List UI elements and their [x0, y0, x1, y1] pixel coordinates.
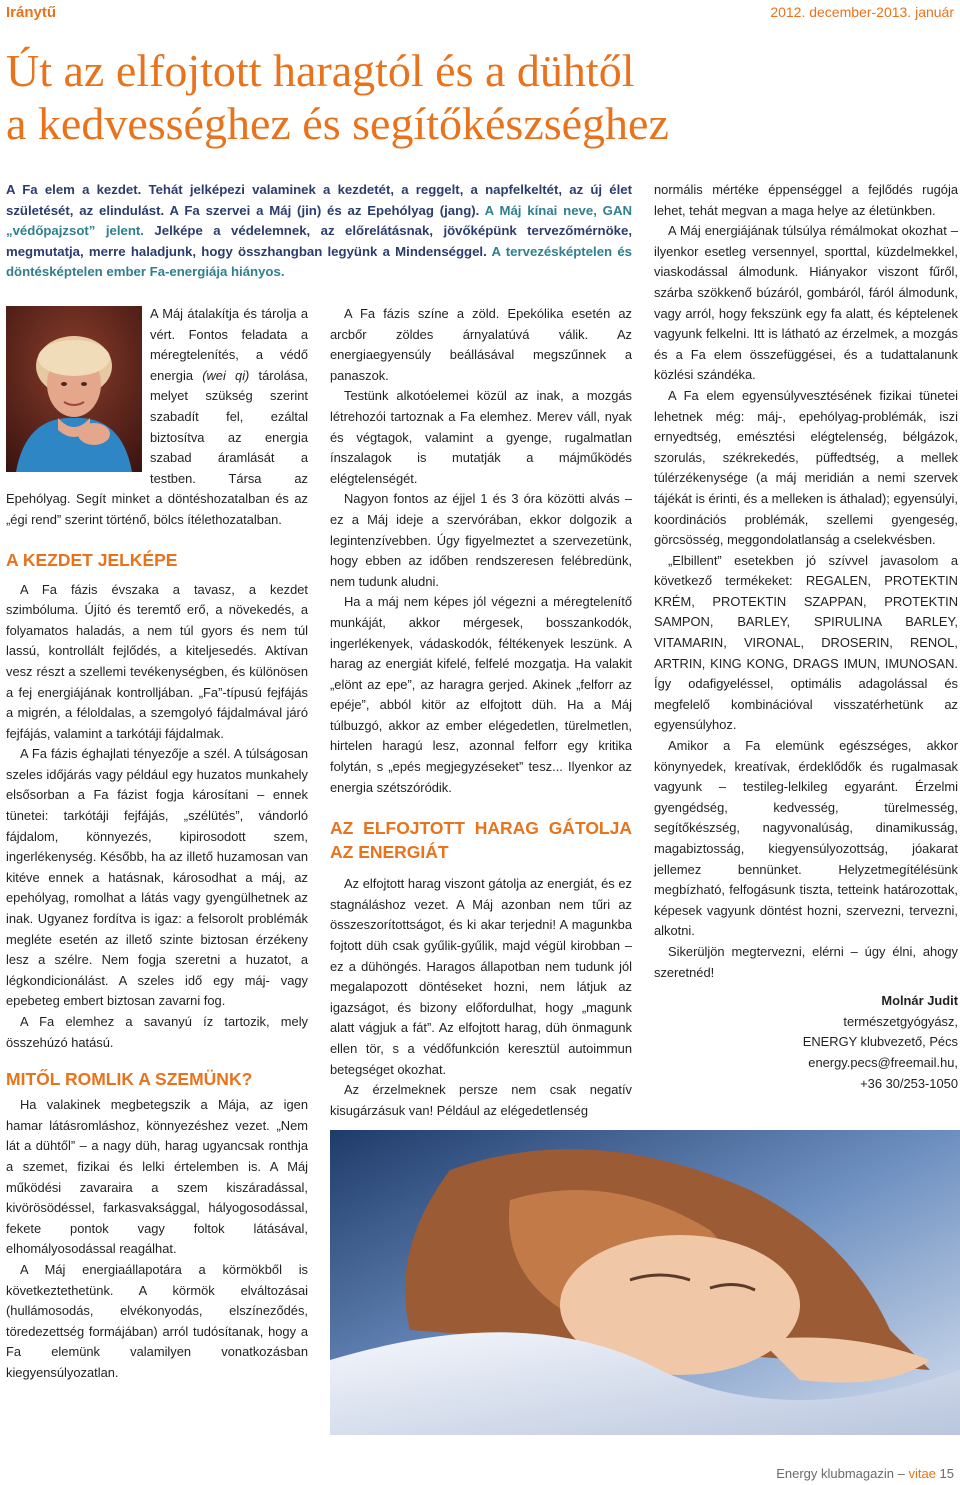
intro-text-b: tárolása, melyet szükség szerint szabadít fel, ezáltal biztosítva az energia szabad áramlását a testben. Társa az Epehólyag. Segít minket a döntéshozatalban és az „égi rend” szerint történő, bölcs ítélethozatalban.	[6, 367, 308, 527]
issue-date: 2012. december-2013. január	[770, 4, 954, 20]
footer-magazine: Energy klubmagazin –	[776, 1466, 909, 1481]
lead-sentence-2: A Máj kínai neve, GAN „védőpajzsot” jelent.	[6, 202, 632, 238]
column-3	[654, 180, 958, 1094]
col2-paragraph-5: Az elfojtott harag viszont gátolja az energiát, és ez stagnáláshoz vezet. A Máj azonban nem tűri az összeszorítottságot, és ki akar terjedni! A magunkba fojtott düh csak gyűlik-gyűlik, majd végül kirobban – ez a dühöngés. Haragos állapotban nem tudunk jól megalapozott döntéseket hozni, nem látjuk az igazságot, és bizony előfordulhat, hogy „magunk alatt vágjuk a fát”. Az elfojtott harag, düh önmagunk ellen tör, s a védőfunkción keresztül autoimmun betegséget okozhat.	[330, 876, 632, 1077]
lead-sentence-4: A tervezésképtelen és döntésképtelen ember Fa-energiája hiányos.	[6, 243, 632, 279]
col1-paragraph-5: A Máj energiaállapotára a körmökből is következtethetünk. A körmök elváltozásai (hullámosodás, elvékonyodás, elszíneződés, töredezettség formájában) arról tudósítanak, hogy a Fa elemünk valamilyen vonatkozásban kiegyensúlyozatlan.	[6, 1261, 308, 1380]
title-line-2: a kedvességhez és segítőkészséghez	[6, 98, 669, 149]
footer-page-number: 15	[935, 1466, 954, 1481]
page-footer	[776, 1466, 954, 1481]
article-title	[6, 44, 956, 150]
author-role: természetgyógyász,	[843, 1013, 958, 1029]
intro-paragraph	[6, 304, 308, 531]
col1-paragraph-1: A Fa fázis évszaka a tavasz, a kezdet szimbóluma. Újító és teremtő erő, a növekedés, a folyamatos haladás, a nem túl gyors és nem túl lassú, kontrollált fejlődés, a kiteljesedés. Aktívan vesz részt a szellemi tevékenységben, és különösen a fej energiájának kontrolljában. „Fa”-típusú fejfájás a migrén, a féloldalas, a szemgolyó fájdalmával járó fejfájás, valamint a tarkótáji fájdalmak.	[6, 581, 308, 741]
col3-paragraph-2: A Fa elem egyensúlyvesztésének fizikai tünetei lehetnek még: máj-, epehólyag-problémák, iszi ernyedtség, emésztési elégtelenség, bélgázok, szorulás, székrekedés, püffedtség, a mellek túlérzékenysége (a máj meridián a nemi szervek tájékát is érinti, és a melleken is áthalad); egyensúlyi, koordinációs problémák, szellemi gyengeség, görcsösség, meggondolatlanság a cselekvésben.	[654, 387, 958, 548]
footer-brand: vitae	[908, 1466, 936, 1481]
col2-paragraph-4: Ha a máj nem képes jól végezni a méregtelenítő munkáját, akkor mérgesek, bosszankodók, ingerlékenyek, vádaskodók, féltékenyek leszünk. A harag az energiát kifelé, felfelé mozgatja. Ha valakit „elönt az epe”, az haragra gerjed. Akinek „felforr az epéje”, abból kitör az elfojtott düh. Ha a Máj túlbuzgó, akkor az ember elégedetlen, türelmetlen, hirtelen haragú lesz, azonnal felforr egy kritika folytán, s „epés megjegyzéseket” tesz... Ilyenkor az energia szétszóródik.	[330, 594, 632, 795]
lead-paragraph	[6, 180, 632, 283]
heading-szemunk: MITŐL ROMLIK A SZEMÜNK?	[6, 1069, 253, 1090]
heading-kezdet: A KEZDET JELKÉPE	[6, 549, 178, 570]
lead-sentence-1: A Fa elem a kezdet. Tehát jelképezi valaminek a kezdetét, a reggelt, a napfelkeltét, az új élet születését, az elindulást. A Fa szervei a Máj (jin) és az Epehólyag (jang).	[6, 182, 632, 218]
intro-text-em: (wei qi)	[202, 367, 250, 383]
col3-paragraph-3: „Elbillent” esetekben jó szívvel javasolom a következő termékeket: REGALEN, PROTEKTIN KRÉM, PROTEKTIN SZAPPAN, PROTEKTIN SAMPON, BARLEY, SPIRULINA BARLEY, VITAMARIN, VIRONAL, DROSERIN, RENOL, ARTRIN, KING KONG, DRAGS IMUN, IMUNOSAN. Így odafigyeléssel, optimális adagolással és megfelelő kombinációval visszatérhetünk az egyensúlyhoz.	[654, 552, 958, 733]
author-phone: +36 30/253-1050	[860, 1075, 958, 1091]
col1-paragraph-3: A Fa elemhez a savanyú íz tartozik, mely összehúzó hatású.	[6, 1014, 308, 1050]
col2-paragraph-1: A Fa fázis színe a zöld. Epekólika esetén az arcbőr zöldes árnyalatúvá válik. Az energiaegyensúly beállásával megszűnnek a panaszok.	[330, 306, 632, 383]
author-name: Molnár Judit	[881, 993, 958, 1009]
section-label: Iránytű	[6, 4, 57, 21]
col2-paragraph-6: Az érzelmeknek persze nem csak negatív kisugárzásuk van! Például az elégedetlenség	[330, 1082, 632, 1118]
col2-paragraph-3: Nagyon fontos az éjjel 1 és 3 óra közötti alvás – ez a Máj ideje a szervórában, ekkor dolgozik a legintenzívebben. Úgy figyelmeztet a szervezetünk, hogy ebben az időben rendszeresen felébredünk, nem tudunk aludni.	[330, 491, 632, 589]
heading-elfojtott: AZ ELFOJTOTT HARAG GÁTOLJA AZ ENERGIÁT	[330, 818, 632, 863]
col3-paragraph-5: Sikerüljön megtervezni, elérni – úgy élni, ahogy szeretnéd!	[654, 943, 958, 980]
col1-paragraph-2: A Fa fázis éghajlati tényezője a szél. A túlságosan szeles időjárás vagy például egy huzatos munkahely elsősorban a Fa fázist fogja károsítani – ennek tünetei: tarkótáji fejfájás, „szélütés”, vándorló fájdalom, könnyezés, kipirosodott szem, ingerlékenység. Később, ha az illető huzamosan van kitéve ennek a hatásnak, károsodhat a máj, az epehólyag, romolhat a látás vagy gyengülhetnek az inak. Ugyanez fordítva is igaz: a felsorolt problémák megléte esetén az illető szinte biztosan érzékeny lesz a szélre. Nem fogja szeretni a huzatot, a légkondicionálást. A szeles idő egy máj- vagy epebeteg embert biztosan zavarni fog.	[6, 746, 308, 1009]
intro-text-a: A Máj átalakítja és tárolja a vért. Fontos feladata a méregtelenítés, a védő energia	[150, 306, 308, 383]
lead-sentence-3: Jelképe a védelemnek, az előrelátásnak, jövőképünk tervezőmérnöke, megmutatja, merre haladjunk, hogy összhangban legyünk a Mindenséggel.	[6, 223, 632, 259]
col2-paragraph-2: Testünk alkotóelemei közül az inak, a mozgás létrehozói tartoznak a Fa elemhez. Merev váll, nyak és végtagok, valamint a gyenge, rugalmatlan ínszalagok is mutatják a májműködés elégtelenségét.	[330, 388, 632, 486]
column-1	[6, 304, 308, 1384]
column-2	[330, 304, 632, 1121]
col1-paragraph-4: Ha valakinek megbetegszik a Mája, az igen hamar látásromláshoz, könnyezéshez vezet. „Nem lát a dühtől” – a nagy düh, harag ugyancsak ronthja a szemet, fizikai és lelki értelemben is. A Máj működési zavaraira a szem kiszáradással, kivörösödéssel, farkasvaksággal, hályogosodással, fekete pontok vagy foltok látásával, elhomályosodással reagálhat.	[6, 1097, 308, 1257]
title-line-1: Út az elfojtott haragtól és a dühtől	[6, 45, 635, 96]
col3-paragraph-1: A Máj energiájának túlsúlya rémálmokat okozhat – ilyenkor esetleg versennyel, sporttal, küzdelmekkel, viaskodással álmodunk. Hiányakor viszont fűről, szárba szökkenő búzáról, gombáról, fáról álmodunk, vagy arról, hogy fekszünk egy fa alatt, és képtelenek vagyunk felkelni. Itt is látható az érzelmek, a mozgás és a Fa elem összefüggései, és a tudattalanunk közlési szándéka.	[654, 223, 958, 383]
author-org: ENERGY klubvezető, Pécs	[802, 1034, 958, 1050]
col3-paragraph-0: normális mértéke éppenséggel a fejlődés rugója lehet, tehát megvan a maga helye az életünkben.	[654, 182, 958, 218]
col3-paragraph-4: Amikor a Fa elemünk egészséges, akkor könynyedek, kreatívak, érdeklődők és rugalmasak vagyunk – testileg-lelkileg egyaránt. Érzelmi gyengédség, kedvesség, türelmesség, segítőkészség, nagyvonalúság, dinamikusság, magabiztosság, kiegyensúlyozottság, jóakarat jellemez bennünket. Helyzetmegítélésünk megbízható, felfogásunk tiszta, tetteink határozottak, képesek vagyunk döntést hozni, szervezni, tervezni, alkotni.	[654, 738, 958, 939]
author-email: energy.pecs@freemail.hu,	[808, 1054, 958, 1070]
sleeping-woman-photo	[330, 1130, 960, 1435]
author-signature	[654, 991, 958, 1094]
